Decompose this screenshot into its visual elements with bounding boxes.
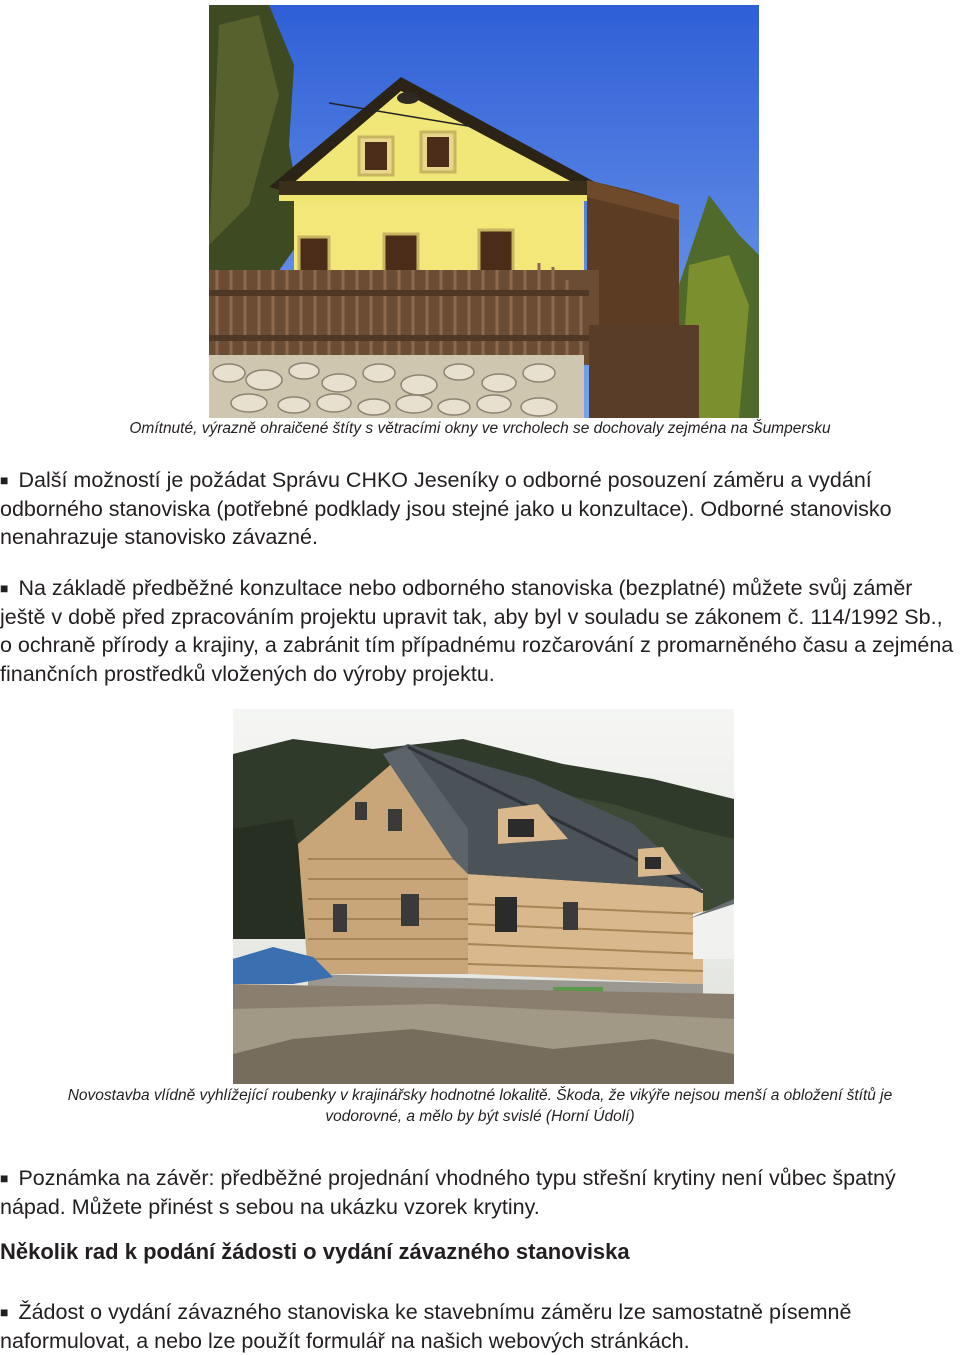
figure-caption: Omítnuté, výrazně ohraičené štíty s větracími okny ve vrcholech se dochovaly zejména na Šumpersku (129, 420, 831, 437)
paragraph (0, 1164, 960, 1221)
figure-caption-line-2: vodorovné, a mělo by být svislé (Horní Údolí) (325, 1108, 635, 1125)
bullet-icon: ■ (0, 1304, 9, 1320)
bullet-icon: ■ (0, 580, 9, 596)
bullet-icon: ■ (0, 1170, 9, 1186)
paragraph (0, 1298, 960, 1355)
paragraph-text: Další možností je požádat Správu CHKO Jeseníky o odborné posouzení záměru a vydání odborného stanoviska (potřebné podklady jsou stejné jako u konzultace). Odborné stanovisko nenahrazuje stanovisko závazné. (0, 468, 892, 549)
paragraph-text: Žádost o vydání závazného stanoviska ke stavebnímu záměru lze samostatně písemně naformulovat, a nebo lze použít formulář na našich webových stránkách. (0, 1300, 852, 1353)
paragraph (0, 574, 960, 688)
photo-log-house (233, 709, 734, 1084)
bullet-icon: ■ (0, 472, 9, 488)
paragraph-text: Na základě předběžné konzultace nebo odborného stanoviska (bezplatné) můžete svůj záměr ještě v době před zpracováním projektu upravit tak, aby byl v souladu se zákonem č. 114/1992 Sb., o ochraně přírody a krajiny, a zabránit tím případnému rozčarování z promarněného času a zejména finančních prostředků vložených do výroby projektu. (0, 576, 954, 686)
section-heading: Několik rad k podání žádosti o vydání závazného stanoviska (0, 1239, 630, 1264)
paragraph (0, 466, 960, 552)
paragraph-text: Poznámka na závěr: předběžné projednání vhodného typu střešní krytiny není vůbec špatný nápad. Můžete přinést s sebou na ukázku vzorek krytiny. (0, 1166, 896, 1219)
figure-caption-line-1: Novostavba vlídně vyhlížející roubenky v krajinářsky hodnotné lokalitě. Škoda, že vikýře nejsou menší a obložení štítů je (67, 1087, 893, 1104)
photo-yellow-house (209, 5, 759, 418)
